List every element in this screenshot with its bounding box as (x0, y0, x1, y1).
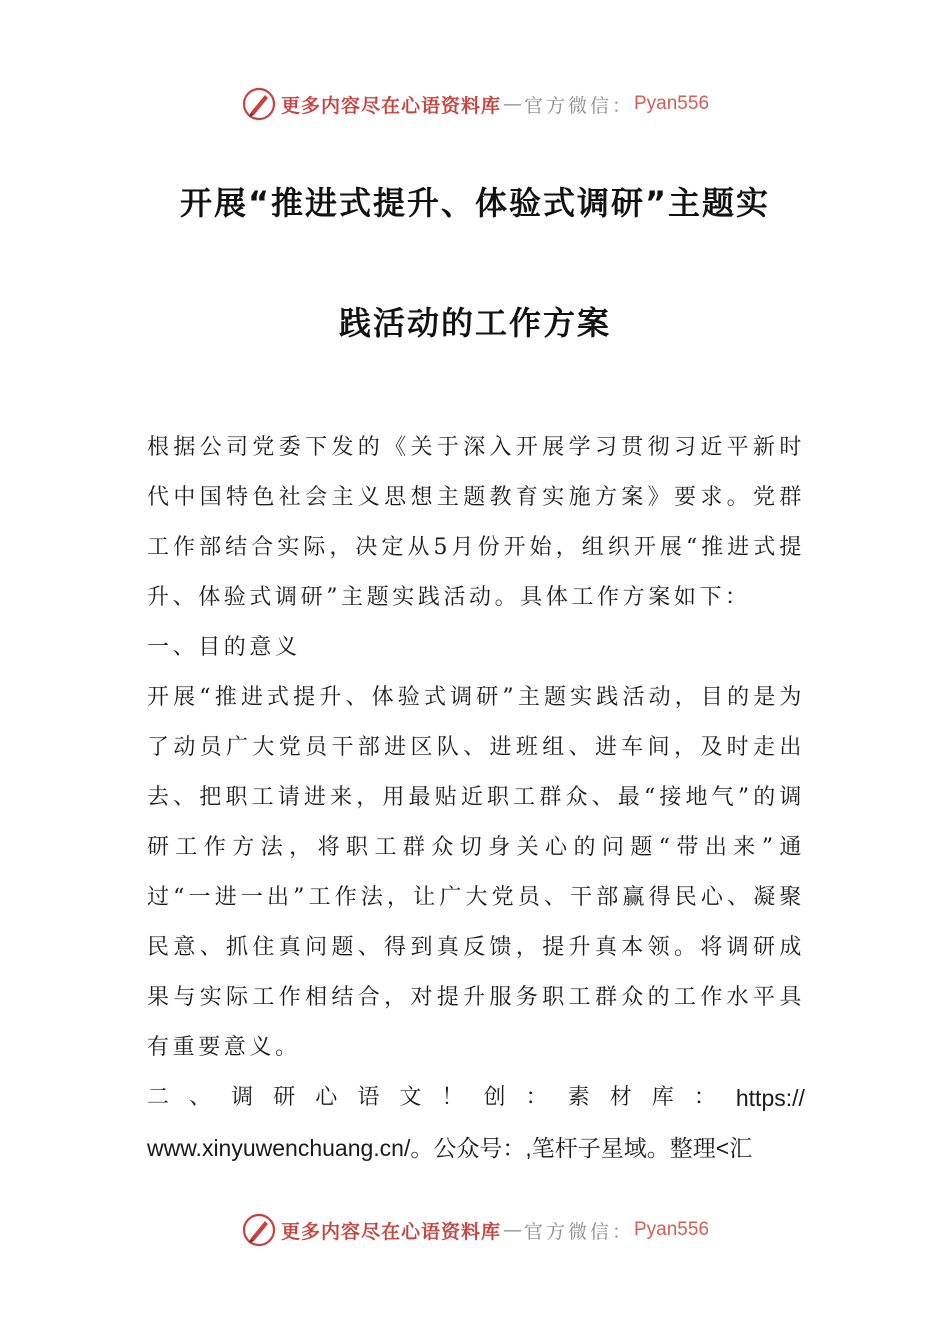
spread-char: 、 (189, 1085, 215, 1110)
banner-brand: 更多内容尽在心语资料库 (280, 94, 501, 117)
header-banner (0, 84, 950, 124)
banner-separator: — (502, 93, 522, 115)
spread-char: 研 (273, 1085, 299, 1110)
spread-char: 素 (567, 1085, 594, 1110)
spread-char: 创 (483, 1085, 510, 1110)
banner-official-label: 官方微信： (523, 94, 634, 117)
spread-char: ： (525, 1085, 552, 1110)
last-line-text: www.xinyuwenchuang.cn/。公众号：,笔杆子星域。整理<汇 (147, 1135, 753, 1161)
document-title-line-2: 践活动的工作方案 (338, 304, 611, 342)
document-body (147, 423, 805, 1175)
spread-char: 心 (315, 1085, 341, 1110)
section-heading-purpose: 一、目的意义 (147, 635, 301, 660)
last-line (147, 1123, 805, 1175)
banner-brand: 更多内容尽在心语资料库 (280, 1220, 501, 1243)
spread-char: 库 (651, 1085, 678, 1110)
banner-wechat-id: Pyan556 (634, 1219, 710, 1240)
document-title-line-1: 开展“推进式提升、体验式调研”主题实 (179, 184, 771, 222)
banner-separator: — (502, 1219, 522, 1241)
footer-banner (0, 1210, 950, 1250)
spread-char: 材 (609, 1085, 636, 1110)
spread-char: 调 (231, 1085, 257, 1110)
paragraph-intro: 根据公司党委下发的《关于深入开展学习贯彻习近平新时代中国特色社会主义思想主题教育实施方案》要求。党群工作部结合实际，决定从5月份开始，组织开展“推进式提升、体验式调研”主题实践活动。具体工作方案如下： (147, 435, 805, 610)
spread-char: ！ (441, 1085, 468, 1110)
spread-char: ： (693, 1085, 720, 1110)
url-prefix: https:// (735, 1085, 805, 1111)
spread-char: 二 (147, 1085, 173, 1110)
pen-logo-icon (241, 86, 277, 122)
spread-line (147, 1073, 805, 1123)
pen-logo-icon (241, 1212, 277, 1248)
paragraph-purpose: 开展“推进式提升、体验式调研”主题实践活动，目的是为了动员广大党员干部进区队、进班组、进车间，及时走出去、把职工请进来，用最贴近职工群众、最“接地气”的调研工作方法，将职工群众切身关心的问题“带出来”通过“一进一出”工作法，让广大党员、干部赢得民心、凝聚民意、抓住真问题、得到真反馈，提升真本领。将调研成果与实际工作相结合，对提升服务职工群众的工作水平具有重要意义。 (147, 685, 805, 1060)
spread-char: 语 (357, 1085, 383, 1110)
spread-char: 文 (399, 1085, 425, 1110)
banner-official-label: 官方微信： (523, 1220, 634, 1243)
banner-wechat-id: Pyan556 (634, 93, 710, 114)
